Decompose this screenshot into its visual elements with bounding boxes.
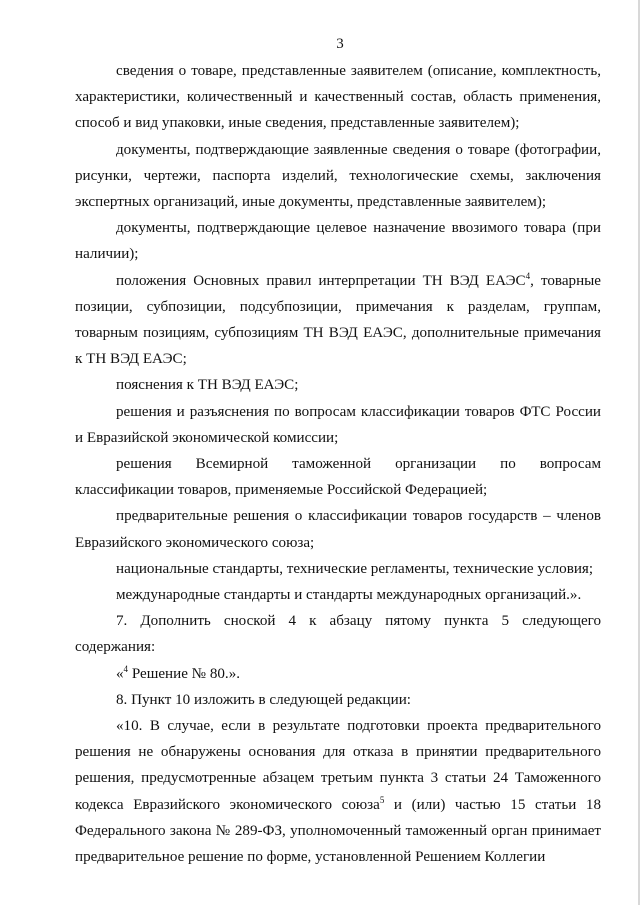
paragraph-item-10 <box>75 713 601 870</box>
paragraph-item-7: 7. Дополнить сноской 4 к абзацу пятому пункта 5 следующего содержания: <box>75 613 601 656</box>
paragraph-text: и (или) частью 15 статьи 18 Федерального закона № 289-ФЗ, уполномоченный таможенный орган принимает предварительное решение по форме, установленной Решением Коллегии <box>75 796 601 866</box>
paragraph-international-standards: международные стандарты и стандарты международных организаций.». <box>116 587 582 604</box>
paragraph-text: « <box>116 665 124 682</box>
paragraph-product-info: сведения о товаре, представленные заявителем (описание, комплектность, характеристики, количественный и качественный состав, область применения, способ и вид упаковки, иные сведения, представленные заявителем); <box>75 63 601 132</box>
paragraph-wco-decisions: решения Всемирной таможенной организации по вопросам классификации товаров, применяемые Российской Федерацией; <box>75 456 601 499</box>
paragraph-explanations: пояснения к ТН ВЭД ЕАЭС; <box>116 377 299 394</box>
document-body <box>75 58 601 870</box>
paragraph-member-state-decisions: предварительные решения о классификации товаров государств – членов Евразийского экономического союза; <box>75 508 601 551</box>
paragraph-text: Решение № 80.». <box>128 665 241 682</box>
footnote-reference: 4 <box>525 270 531 281</box>
paragraph-text: , товарные позиции, субпозиции, подсубпозиции, примечания к разделам, группам, товарным позициям, субпозициям ТН ВЭД ЕАЭС, дополнительные примечания к ТН ВЭД ЕАЭС; <box>75 272 601 368</box>
paragraph-text: «10. В случае, если в результате подготовки проекта предварительного решения не обнаружены основания для отказа в принятии предварительного решения, предусмотренные абзацем третьим пункта 3 статьи 24 Таможенного кодекса Евразийского экономического союза <box>75 718 601 813</box>
paragraph-fcs-decisions: решения и разъяснения по вопросам классификации товаров ФТС России и Евразийской экономической комиссии; <box>75 403 601 446</box>
paragraph-item-8: 8. Пункт 10 изложить в следующей редакции: <box>116 691 411 708</box>
page-number: 3 <box>336 36 344 52</box>
paragraph-purpose-documents: документы, подтверждающие целевое назначение ввозимого товара (при наличии); <box>75 220 601 263</box>
paragraph-supporting-documents: документы, подтверждающие заявленные сведения о товаре (фотографии, рисунки, чертежи, паспорта изделий, технологические схемы, заключения экспертных организаций, иные документы, представленные заявителем); <box>75 141 601 211</box>
footnote-reference: 5 <box>379 794 385 805</box>
paragraph-text: положения Основных правил интерпретации ТН ВЭД ЕАЭС <box>116 272 526 289</box>
footnote-reference: 4 <box>123 663 129 674</box>
paragraph-national-standards: национальные стандарты, технические регламенты, технические условия; <box>116 560 594 577</box>
paragraph-footnote-text <box>75 661 601 687</box>
paragraph-interpretation-rules <box>75 268 601 373</box>
